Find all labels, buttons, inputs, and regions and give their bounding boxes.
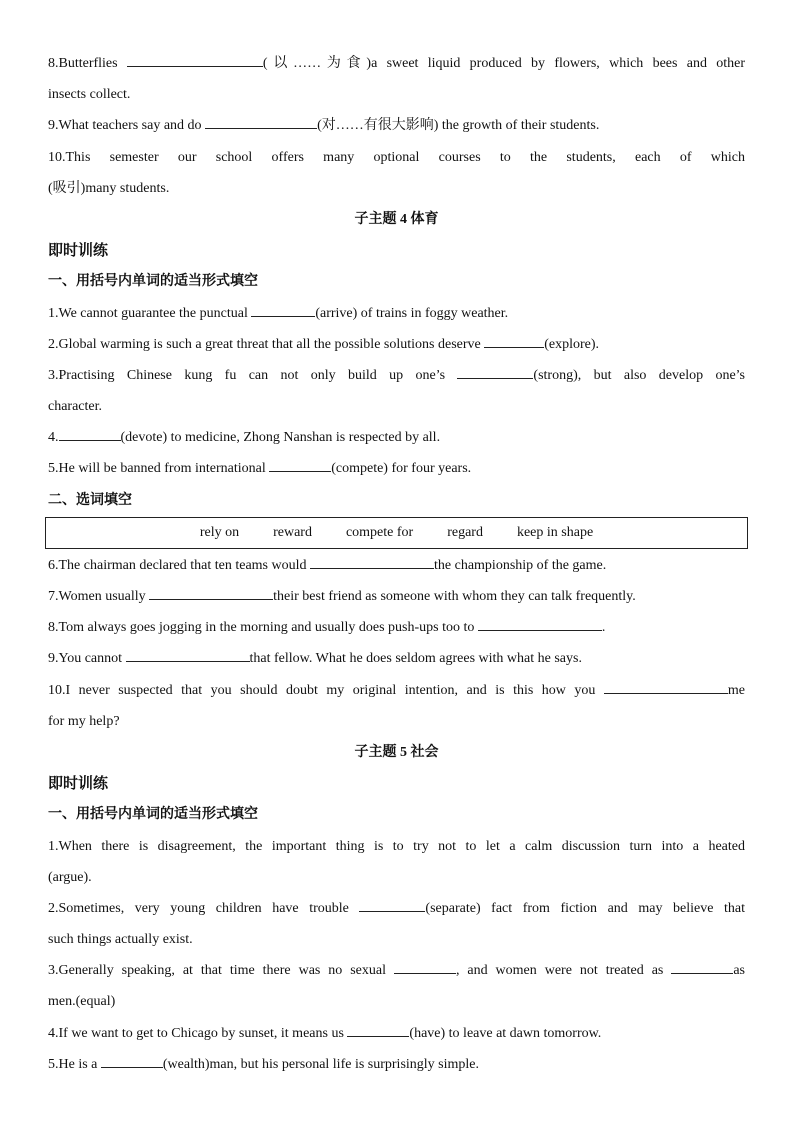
line-text: (arrive) of trains in foggy weather. <box>315 305 509 321</box>
answer-blank[interactable] <box>205 114 317 129</box>
word-bank-option: reward <box>273 524 312 540</box>
line-text: (对……有很大影响) the growth of their students. <box>317 118 600 134</box>
text-line <box>48 706 745 737</box>
line-text: 6.The chairman declared that ten teams would <box>48 557 311 573</box>
text-line <box>48 110 745 141</box>
line-text: (separate) fact from fiction and may believe that <box>425 900 745 916</box>
line-text: . <box>601 620 606 636</box>
text-line <box>48 643 745 674</box>
answer-blank[interactable] <box>251 302 315 317</box>
text-line <box>48 48 745 79</box>
line-text: 9.You cannot <box>48 651 126 667</box>
answer-blank[interactable] <box>101 1053 163 1068</box>
text-line <box>48 298 745 329</box>
line-text: 10.This semester our school offers many optional courses to the students, each of which <box>48 149 745 165</box>
text-line <box>48 862 745 893</box>
section-heading <box>48 235 745 266</box>
line-text: 3.Practising Chinese kung fu can not only build up one’s <box>48 367 458 383</box>
text-line <box>48 675 745 706</box>
line-text: 2.Sometimes, very young children have trouble <box>48 900 360 916</box>
answer-blank[interactable] <box>394 959 456 974</box>
line-text: 子主题 5 社会 <box>354 744 439 760</box>
line-text: 5.He is a <box>48 1056 101 1072</box>
line-text: 即时训练 <box>48 774 109 793</box>
text-line <box>48 581 745 612</box>
text-line <box>48 391 745 422</box>
line-text: for my help? <box>48 713 120 729</box>
section-heading <box>48 768 745 799</box>
answer-blank[interactable] <box>604 679 728 694</box>
line-text: (吸引)many students. <box>48 180 170 196</box>
text-line <box>48 924 745 955</box>
answer-blank[interactable] <box>127 52 263 67</box>
line-text: as <box>733 963 745 979</box>
line-text: 8.Butterflies <box>48 56 127 71</box>
line-text: (strong), but also develop one’s <box>533 367 746 383</box>
line-text: 4.If we want to get to Chicago by sunset, it means us <box>48 1025 348 1041</box>
section-title <box>48 737 745 768</box>
line-text: (compete) for four years. <box>331 461 472 477</box>
answer-blank[interactable] <box>347 1022 409 1037</box>
word-bank-box <box>45 517 748 549</box>
text-line <box>48 986 745 1017</box>
answer-blank[interactable] <box>484 333 544 348</box>
line-text: 一、用括号内单词的适当形式填空 <box>48 806 258 823</box>
answer-blank[interactable] <box>59 426 121 441</box>
line-text: (以……为食)a sweet liquid produced by flowers, which bees and other <box>262 56 745 71</box>
line-text: that fellow. What he does seldom agrees with what he says. <box>249 651 582 667</box>
line-text: me <box>727 682 745 698</box>
text-line <box>48 955 745 986</box>
line-text: 2.Global warming is such a great threat that all the possible solutions deserve <box>48 336 485 352</box>
line-text: , and women were not treated as <box>455 963 672 979</box>
line-text: 一、用括号内单词的适当形式填空 <box>48 273 258 290</box>
exercise-instruction <box>48 485 745 516</box>
word-bank-option: regard <box>447 524 483 540</box>
line-text: 即时训练 <box>48 241 109 260</box>
text-line <box>48 1018 745 1049</box>
text-line <box>48 612 745 643</box>
line-text: such things actually exist. <box>48 932 193 948</box>
exercise-instruction <box>48 799 745 830</box>
exercise-instruction <box>48 266 745 297</box>
answer-blank[interactable] <box>269 457 331 472</box>
text-line <box>48 173 745 204</box>
line-text: the championship of the game. <box>434 557 607 573</box>
word-bank-option: compete for <box>345 524 414 540</box>
answer-blank[interactable] <box>457 364 533 379</box>
line-text: 9.What teachers say and do <box>48 118 206 134</box>
line-text: (argue). <box>48 869 92 885</box>
line-text: 5.He will be banned from international <box>48 461 270 477</box>
line-text: 1.We cannot guarantee the punctual <box>48 305 252 321</box>
line-text: men.(equal) <box>48 994 116 1010</box>
line-text: 4. <box>48 430 59 446</box>
text-line <box>48 550 745 581</box>
line-text: 二、选词填空 <box>48 491 132 508</box>
answer-blank[interactable] <box>126 647 250 662</box>
answer-blank[interactable] <box>310 554 434 569</box>
line-text: (wealth)man, but his personal life is surprisingly simple. <box>162 1056 480 1072</box>
line-text: 8.Tom always goes jogging in the morning and usually does push-ups too to <box>48 620 478 636</box>
answer-blank[interactable] <box>149 585 273 600</box>
text-line <box>48 422 745 453</box>
section-title <box>48 204 745 235</box>
line-text: 10.I never suspected that you should doubt my original intention, and is this how you <box>48 682 604 698</box>
line-text: character. <box>48 399 103 415</box>
text-line <box>48 79 745 110</box>
text-line <box>48 893 745 924</box>
line-text: their best friend as someone with whom they can talk frequently. <box>273 589 636 604</box>
word-bank-option: rely on <box>199 524 240 540</box>
line-text: 3.Generally speaking, at that time there was no sexual <box>48 963 394 979</box>
text-line <box>48 831 745 862</box>
word-bank-option: keep in shape <box>516 524 594 540</box>
line-text: 7.Women usually <box>48 589 150 604</box>
answer-blank[interactable] <box>359 897 425 912</box>
line-text: insects collect. <box>48 87 131 103</box>
worksheet-page <box>48 48 745 1080</box>
line-text: 子主题 4 体育 <box>354 211 439 227</box>
line-text: 1.When there is disagreement, the important thing is to try not to let a calm discussion turn into a heated <box>48 838 745 854</box>
answer-blank[interactable] <box>671 959 733 974</box>
text-line <box>48 360 745 391</box>
line-text: (have) to leave at dawn tomorrow. <box>409 1025 602 1041</box>
text-line <box>48 1049 745 1080</box>
answer-blank[interactable] <box>478 616 602 631</box>
text-line <box>48 142 745 173</box>
line-text: (explore). <box>544 336 600 352</box>
text-line <box>48 329 745 360</box>
line-text: (devote) to medicine, Zhong Nanshan is respected by all. <box>120 430 441 446</box>
text-line <box>48 453 745 484</box>
